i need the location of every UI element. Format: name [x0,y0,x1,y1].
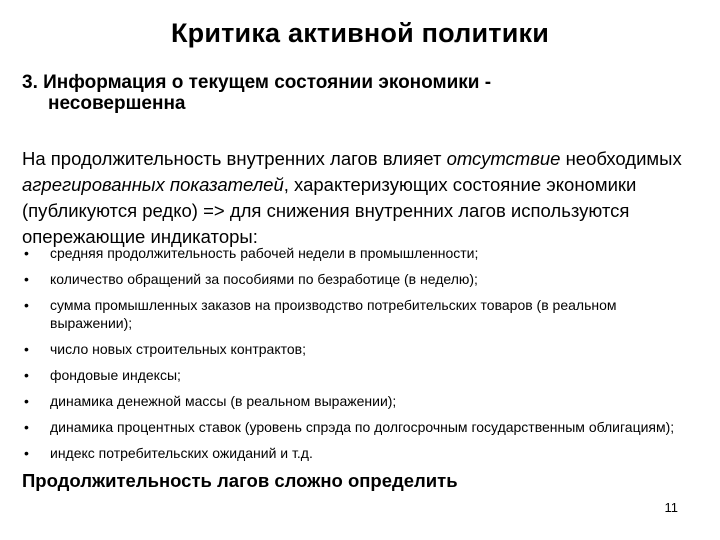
paragraph-part1: На продолжительность внутренних лагов влияет [22,148,447,169]
subheading-line1: Информация о текущем состоянии экономики - [43,72,492,93]
list-item [22,296,702,332]
list-item [22,418,702,436]
bullet-marker: • [24,297,29,313]
paragraph-part3: , характеризующих состояние экономики (публикуются редко) => для снижения внутренних лагов используются опережающие индикаторы: [22,174,637,247]
paragraph-italic-indicators: агрегированных показателей [22,174,284,195]
list-item-text: динамика денежной массы (в реальном выражении); [50,393,397,409]
bullet-marker: • [24,393,29,409]
subheading-number: 3. [22,72,38,93]
conclusion: Продолжительность лагов сложно определить [22,470,458,491]
body-paragraph [22,146,712,250]
list-item-text: количество обращений за пособиями по безработице (в неделю); [50,271,478,287]
subheading-line2: несовершенна [48,93,186,114]
bullet-marker: • [24,367,29,383]
list-item-text: динамика процентных ставок (уровень спрэда по долгосрочным государственным облигациям); [50,419,675,435]
list-item [22,270,702,288]
slide-title: Критика активной политики [170,18,550,48]
list-item [22,444,702,462]
list-item-text: сумма промышленных заказов на производство потребительских товаров (в реальном выражении); [50,297,617,331]
list-item [22,244,702,262]
indicator-list [22,244,702,470]
list-item-text: средняя продолжительность рабочей недели в промышленности; [50,245,479,261]
list-item [22,392,702,410]
list-item [22,340,702,358]
list-item-text: фондовые индексы; [50,367,181,383]
paragraph-italic-absence: отсутствие [446,148,561,169]
bullet-marker: • [24,445,29,461]
list-item [22,366,702,384]
list-item-text: число новых строительных контрактов; [50,341,306,357]
bullet-marker: • [24,245,29,261]
bullet-marker: • [24,341,29,357]
page-number: 11 [664,500,678,515]
bullet-marker: • [24,419,29,435]
list-item-text: индекс потребительских ожиданий и т.д. [50,445,313,461]
bullet-marker: • [24,271,29,287]
subheading [22,72,692,114]
paragraph-part2: необходимых [560,148,682,169]
